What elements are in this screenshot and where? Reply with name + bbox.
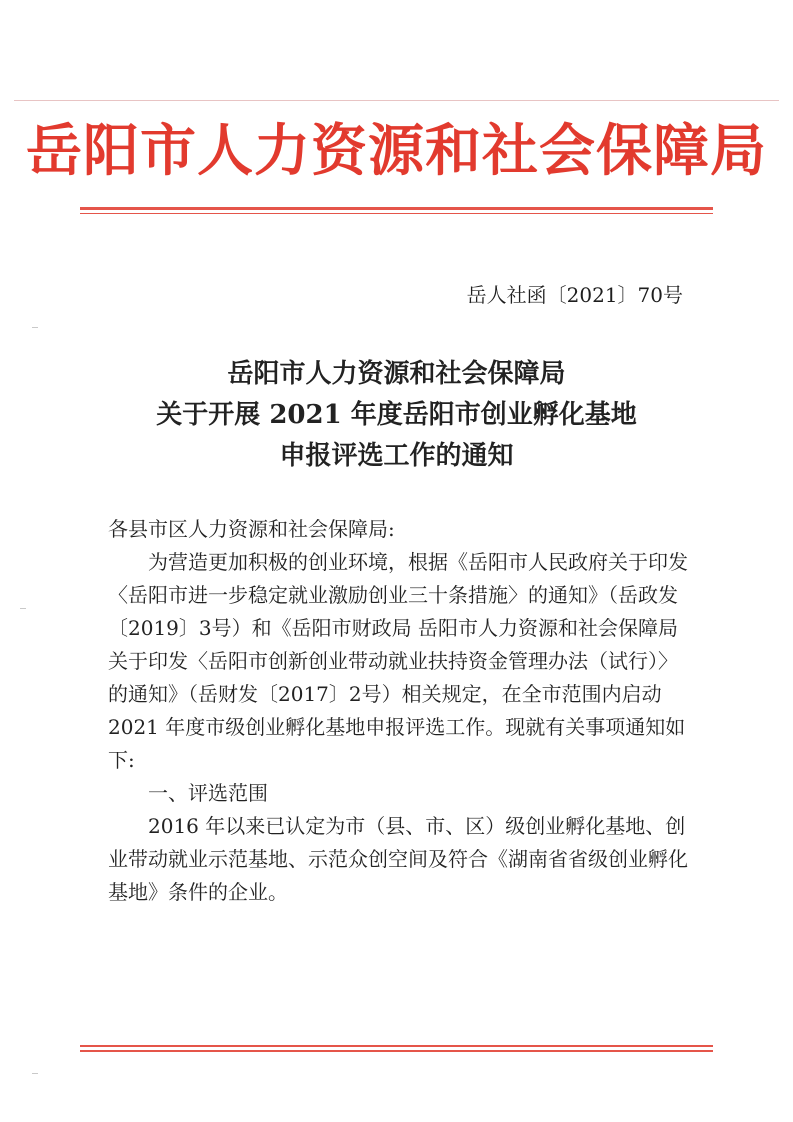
letterhead-red-rule (80, 207, 713, 210)
document-title (0, 354, 793, 477)
document-number: 岳人社函〔2021〕70号 (466, 283, 683, 307)
recipient-line: 各县市区人力资源和社会保障局: (108, 517, 395, 541)
body-paragraph-2: 2016 年以来已认定为市（县、市、区）级创业孵化基地、创业带动就业示范基地、示范众创空间及符合《湖南省省级创业孵化基地》条件的企业。 (108, 814, 688, 904)
footer-red-rule (80, 1045, 713, 1047)
footer-red-rule-2 (80, 1050, 713, 1052)
document-body (108, 513, 688, 909)
scan-mark (32, 1073, 38, 1074)
scan-mark (32, 327, 38, 328)
title-line-2: 关于开展 2021 年度岳阳市创业孵化基地 (156, 400, 637, 430)
letterhead-org-name: 岳阳市人力资源和社会保障局 (26, 119, 767, 184)
title-line-1: 岳阳市人力资源和社会保障局 (227, 359, 566, 389)
body-paragraph-1: 为营造更加积极的创业环境，根据《岳阳市人民政府关于印发〈岳阳市进一步稳定就业激励创业三十条措施〉的通知》（岳政发〔2019〕3号）和《岳阳市财政局 岳阳市人力资源和社会保障局关于印发〈岳阳市创新创业带动就业扶持资金管理办法（试行）〉的通知》（岳财发〔2017〕2号）相关规定，在全市范围内启动 2021 年度市级创业孵化基地申报评选工作。现就有关事项通知如下: (108, 550, 688, 772)
letterhead-red-rule-thin (80, 213, 713, 214)
top-divider (14, 100, 779, 101)
title-line-3: 申报评选工作的通知 (279, 441, 514, 471)
scan-mark (20, 608, 26, 609)
section-heading-1: 一、评选范围 (148, 781, 268, 805)
